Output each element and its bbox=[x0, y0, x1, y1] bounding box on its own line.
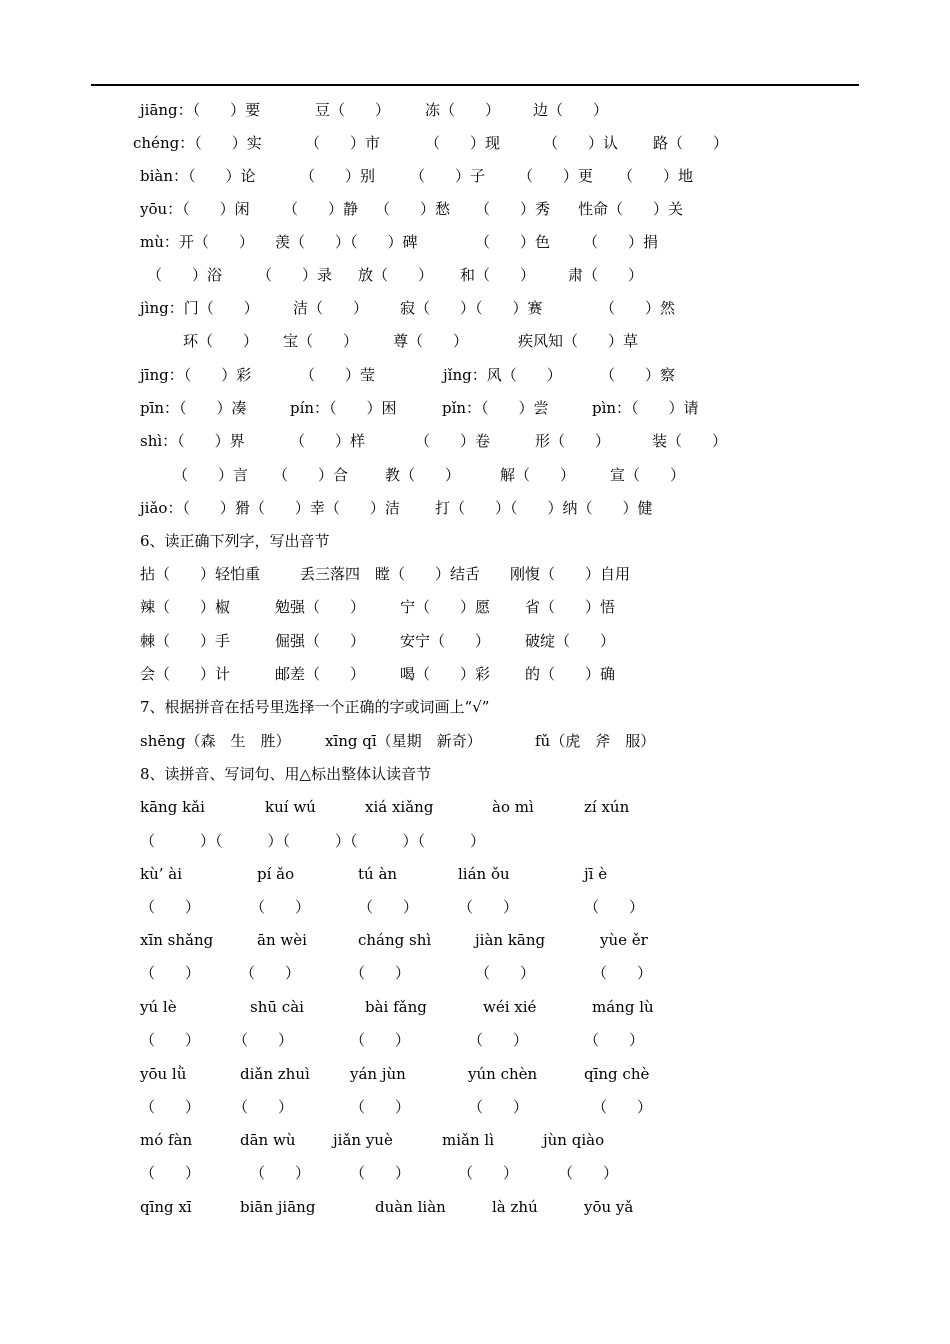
text-segment: yùe ěr bbox=[600, 931, 648, 949]
text-segment: yōu lǜ bbox=[140, 1065, 187, 1083]
text-segment: （ ） bbox=[233, 1031, 294, 1049]
text-segment: kāng kǎi bbox=[140, 798, 205, 816]
text-segment: 会（ ）计 bbox=[140, 665, 231, 683]
text-segment: jiǎo：（ ）猾（ ）幸（ ）洁 bbox=[140, 499, 400, 517]
text-segment: 肃（ ） bbox=[568, 266, 644, 284]
text-segment: （ ） bbox=[250, 1164, 311, 1182]
text-line bbox=[0, 859, 950, 889]
text-line bbox=[0, 326, 950, 356]
text-line bbox=[0, 925, 950, 955]
text-segment: chéng：（ ）实 bbox=[133, 134, 262, 152]
text-segment: （ ）现 bbox=[425, 134, 501, 152]
text-line bbox=[0, 260, 950, 290]
text-segment: （ ）市 bbox=[305, 134, 381, 152]
text-segment: （ ） bbox=[458, 898, 519, 916]
text-segment: jiàn kāng bbox=[475, 931, 546, 949]
text-segment: （ ）捐 bbox=[583, 233, 659, 251]
text-segment: shū cài bbox=[250, 998, 304, 1016]
text-segment: （ ）言 bbox=[173, 466, 249, 484]
text-segment: ān wèi bbox=[257, 931, 307, 949]
text-line bbox=[0, 1125, 950, 1155]
text-segment: duàn liàn bbox=[375, 1198, 446, 1216]
text-segment: biān jiāng bbox=[240, 1198, 316, 1216]
text-segment: （ ） bbox=[475, 964, 536, 982]
text-segment: （ ） bbox=[140, 1031, 201, 1049]
text-segment: （ ） bbox=[140, 964, 201, 982]
text-segment: mù：开（ ） bbox=[140, 233, 254, 251]
text-segment: 解（ ） bbox=[500, 466, 576, 484]
text-segment: yōu yǎ bbox=[584, 1198, 634, 1216]
text-segment: （ ）察 bbox=[600, 366, 676, 384]
text-segment: （ ） bbox=[468, 1031, 529, 1049]
text-segment: 和（ ） bbox=[460, 266, 536, 284]
text-line bbox=[0, 95, 950, 125]
text-segment: yú lè bbox=[140, 998, 177, 1016]
text-line bbox=[0, 826, 950, 856]
text-segment: （ ）样 bbox=[290, 432, 366, 450]
text-segment: jīng：（ ）彩 bbox=[140, 366, 252, 384]
text-line bbox=[0, 526, 950, 556]
text-segment: 冻（ ） bbox=[425, 101, 501, 119]
text-segment: （ ） bbox=[358, 898, 419, 916]
text-line bbox=[0, 592, 950, 622]
text-line bbox=[0, 161, 950, 191]
text-segment: 破绽（ ） bbox=[525, 632, 616, 650]
text-segment: qīng xī bbox=[140, 1198, 192, 1216]
text-segment: pí ǎo bbox=[257, 865, 295, 883]
text-segment: pīn：（ ）凑 bbox=[140, 399, 247, 417]
text-segment: （ ） bbox=[350, 1164, 411, 1182]
text-segment: 8、读拼音、写词句、用△标出整体认读音节 bbox=[140, 765, 432, 783]
text-line bbox=[0, 194, 950, 224]
text-segment: xiá xiǎng bbox=[365, 798, 434, 816]
text-segment: 疾风知（ ）草 bbox=[518, 332, 639, 350]
text-line bbox=[0, 128, 950, 158]
text-segment: （ ） bbox=[240, 964, 301, 982]
text-segment: 打（ ）（ ）纳（ ）健 bbox=[435, 499, 653, 517]
text-segment: jiǎn yuè bbox=[333, 1131, 393, 1149]
text-segment: máng lù bbox=[592, 998, 654, 1016]
text-segment: mó fàn bbox=[140, 1131, 193, 1149]
text-segment: biàn：（ ）论 bbox=[140, 167, 256, 185]
text-line bbox=[0, 493, 950, 523]
text-segment: jìng：门（ ） bbox=[140, 299, 259, 317]
text-segment: （ ） bbox=[468, 1098, 529, 1116]
text-segment: 路（ ） bbox=[653, 134, 729, 152]
text-segment: jùn qiào bbox=[543, 1131, 605, 1149]
text-segment: （ ）浴 bbox=[147, 266, 223, 284]
text-segment: 环（ ） bbox=[183, 332, 259, 350]
text-segment: diǎn zhuì bbox=[240, 1065, 310, 1083]
text-segment: （ ） bbox=[250, 898, 311, 916]
text-segment: bài fǎng bbox=[365, 998, 427, 1016]
text-segment: （ ）色 bbox=[475, 233, 551, 251]
text-segment: 放（ ） bbox=[358, 266, 434, 284]
text-segment: （ ） bbox=[350, 1098, 411, 1116]
text-segment: qīng chè bbox=[584, 1065, 650, 1083]
text-segment: （ ）更 bbox=[518, 167, 594, 185]
text-segment: tú àn bbox=[358, 865, 398, 883]
text-segment: （ ）别 bbox=[300, 167, 376, 185]
text-line bbox=[0, 958, 950, 988]
text-segment: （ ）合 bbox=[273, 466, 349, 484]
text-segment: （ ） bbox=[350, 1031, 411, 1049]
text-segment: （ ） bbox=[350, 964, 411, 982]
text-segment: pìn：（ ）请 bbox=[592, 399, 699, 417]
text-segment: （ ）子 bbox=[410, 167, 486, 185]
text-segment: shēng（森 生 胜） bbox=[140, 732, 291, 750]
text-line bbox=[0, 792, 950, 822]
text-segment: 边（ ） bbox=[533, 101, 609, 119]
text-segment: pǐn：（ ）尝 bbox=[442, 399, 549, 417]
text-segment: 性命（ ）关 bbox=[578, 200, 684, 218]
text-segment: 拈（ ）轻怕重 bbox=[140, 565, 261, 583]
text-segment: kuí wú bbox=[265, 798, 316, 816]
text-segment: （ ）莹 bbox=[300, 366, 376, 384]
text-segment: 丢三落四 bbox=[300, 565, 361, 583]
text-segment: yán jùn bbox=[350, 1065, 406, 1083]
text-segment: 教（ ） bbox=[385, 466, 461, 484]
text-segment: （ ） bbox=[233, 1098, 294, 1116]
text-segment: 豆（ ） bbox=[315, 101, 391, 119]
text-segment: 洁（ ） bbox=[293, 299, 369, 317]
text-segment: 省（ ）悟 bbox=[525, 598, 616, 616]
text-segment: là zhú bbox=[492, 1198, 538, 1216]
text-segment: 6、读正确下列字，写出音节 bbox=[140, 532, 330, 550]
text-line bbox=[0, 759, 950, 789]
text-line bbox=[0, 1092, 950, 1122]
text-segment: （ ） bbox=[140, 1164, 201, 1182]
text-segment: 勉强（ ） bbox=[275, 598, 366, 616]
text-line bbox=[0, 293, 950, 323]
text-line bbox=[0, 892, 950, 922]
text-line bbox=[0, 360, 950, 390]
text-segment: zí xún bbox=[584, 798, 630, 816]
text-segment: 瞠（ ）结舌 bbox=[375, 565, 481, 583]
text-segment: lián ǒu bbox=[458, 865, 510, 883]
text-segment: 邮差（ ） bbox=[275, 665, 366, 683]
text-segment: yōu：（ ）闲 bbox=[140, 200, 250, 218]
text-segment: shì：（ ）界 bbox=[140, 432, 245, 450]
text-segment: 尊（ ） bbox=[393, 332, 469, 350]
text-segment: yún chèn bbox=[468, 1065, 538, 1083]
text-segment: wéi xié bbox=[483, 998, 537, 1016]
text-segment: （ ） bbox=[584, 1031, 645, 1049]
text-segment: 安宁（ ） bbox=[400, 632, 491, 650]
text-segment: （ ）地 bbox=[618, 167, 694, 185]
text-segment: 棘（ ）手 bbox=[140, 632, 231, 650]
text-segment: miǎn lì bbox=[442, 1131, 494, 1149]
text-line bbox=[0, 626, 950, 656]
text-line bbox=[0, 460, 950, 490]
text-segment: pín：（ ）困 bbox=[290, 399, 397, 417]
text-segment: 宝（ ） bbox=[283, 332, 359, 350]
text-line bbox=[0, 559, 950, 589]
text-segment: （ ）愁 bbox=[375, 200, 451, 218]
text-segment: 寂（ ）（ ）赛 bbox=[400, 299, 543, 317]
text-line bbox=[0, 426, 950, 456]
text-segment: （ ）认 bbox=[543, 134, 619, 152]
text-segment: （ ） bbox=[140, 898, 201, 916]
text-segment: 宁（ ）愿 bbox=[400, 598, 491, 616]
text-segment: 倔强（ ） bbox=[275, 632, 366, 650]
text-segment: 刚愎（ ）自用 bbox=[510, 565, 631, 583]
text-line bbox=[0, 992, 950, 1022]
text-segment: （ ） bbox=[458, 1164, 519, 1182]
text-segment: （ ） bbox=[592, 964, 653, 982]
text-segment: jī è bbox=[584, 865, 608, 883]
text-segment: 装（ ） bbox=[652, 432, 728, 450]
header-rule bbox=[91, 84, 859, 86]
text-line bbox=[0, 1192, 950, 1222]
text-segment: 喝（ ）彩 bbox=[400, 665, 491, 683]
text-segment: （ ）然 bbox=[600, 299, 676, 317]
text-segment: xīn shǎng bbox=[140, 931, 214, 949]
text-segment: cháng shì bbox=[358, 931, 432, 949]
text-segment: 辣（ ）椒 bbox=[140, 598, 231, 616]
text-segment: （ ）静 bbox=[283, 200, 359, 218]
text-segment: 羡（ ）（ ）碑 bbox=[275, 233, 418, 251]
text-line bbox=[0, 659, 950, 689]
text-segment: kù’ ài bbox=[140, 865, 183, 883]
text-line bbox=[0, 1059, 950, 1089]
text-segment: （ ）秀 bbox=[475, 200, 551, 218]
text-line bbox=[0, 227, 950, 257]
text-segment: jiāng：（ ）要 bbox=[140, 101, 261, 119]
text-segment: （ ）（ ）（ ）（ ）（ ） bbox=[140, 832, 486, 850]
text-segment: xīng qī（星期 新奇） bbox=[325, 732, 482, 750]
text-segment: （ ）录 bbox=[257, 266, 333, 284]
text-line bbox=[0, 692, 950, 722]
text-segment: （ ） bbox=[140, 1098, 201, 1116]
text-segment: 的（ ）确 bbox=[525, 665, 616, 683]
text-segment: 7、根据拼音在括号里选择一个正确的字或词画上“√” bbox=[140, 698, 490, 716]
text-segment: （ ）卷 bbox=[415, 432, 491, 450]
text-segment: （ ） bbox=[558, 1164, 619, 1182]
text-segment: （ ） bbox=[584, 898, 645, 916]
text-line bbox=[0, 1025, 950, 1055]
text-segment: 形（ ） bbox=[535, 432, 611, 450]
text-line bbox=[0, 726, 950, 756]
text-segment: fǔ（虎 斧 服） bbox=[535, 732, 656, 750]
text-line bbox=[0, 393, 950, 423]
text-line bbox=[0, 1158, 950, 1188]
text-segment: jǐng：风（ ） bbox=[443, 366, 562, 384]
text-segment: 宣（ ） bbox=[610, 466, 686, 484]
text-segment: ào mì bbox=[492, 798, 534, 816]
text-segment: dān wù bbox=[240, 1131, 296, 1149]
text-segment: （ ） bbox=[592, 1098, 653, 1116]
